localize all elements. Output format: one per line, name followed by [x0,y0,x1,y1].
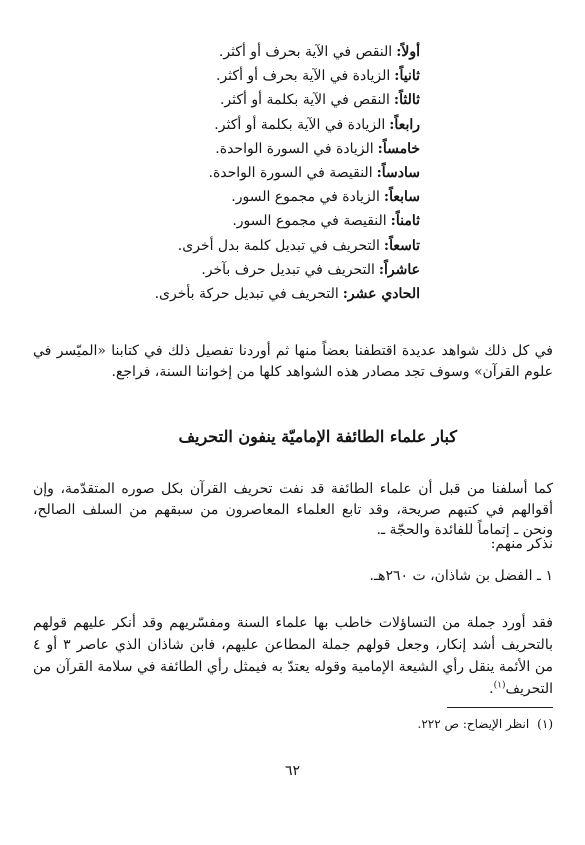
footnote [418,717,553,731]
list-item: تاسعاً:التحريف في تبديل كلمة بدل أخرى. [177,237,420,254]
footnote-divider [447,707,553,708]
list-item: الحادي عشر:التحريف في تبديل حركة بأخرى. [154,285,420,302]
list-item: ثالثاً:النقص في الآية بكلمة أو أكثر. [219,92,420,109]
intro-line: نذكر منهم: [490,536,553,552]
list-item: ثامناً:النقيصة في مجموع السور. [232,213,420,230]
footnote-mark: (١) [537,717,553,731]
list-item: أولاً:النقص في الآية بحرف أو أكثر. [218,44,420,60]
section-heading: كبار علماء الطائفة الإماميّة ينفون التحريف [178,427,457,446]
list-item: رابعاً:الزيادة في الآية بكلمة أو أكثر. [214,116,420,133]
paragraph-end: . [489,681,494,697]
body-paragraph: في كل ذلك شواهد عديدة اقتطفنا بعضاً منها ثم أوردنا تفصيل ذلك في كتابنا «الميّسر في علوم القرآن» وسوف تجد مصادر هذه الشواهد كلها من إخواننا السنة، فراجع. [33,343,553,380]
footnote-text: انظر الإيضاح: ص ٢٢٢. [417,717,530,731]
list-item: عاشراً:التحريف في تبديل حرف بآخر. [201,261,420,278]
footnote-reference: (١) [493,680,506,691]
distortion-types-list [154,40,420,306]
body-paragraph: كما أسلفنا من قبل أن علماء الطائفة قد نفت تحريف القرآن بكل صوره المتقدّمة، وإن أقوالهم في كتبهم صريحة، وقد تابع العلماء المعاصرون من سبقهم من السلف الصالح، ونحن ـ إتماماً للفائدة والحجّة ـ. [33,481,553,538]
paragraph-text: فقد أورد جملة من التساؤلات خاطب بها علماء السنة ومفسّريهم وقد أنكر عليهم قولهم بالتحريف أشد إنكار، وجعل قولهم جملة المطاعن عليهم، فابن شاذان الذي عاصر ٣ أو ٤ من الأئمة ينقل رأي الشيعة الإمامية وقوله يعتدّ به فيمثل رأي الطائفة في سلامة القرآن من التحريف [33,615,553,697]
body-paragraph [33,612,553,700]
list-item: ثانياً:الزيادة في الآية بحرف أو أكثر. [216,68,420,85]
list-item: خامساً:الزيادة في السورة الواحدة. [215,140,420,157]
list-item: سابعاً:الزيادة في مجموع السور. [231,189,420,206]
list-item: سادساً:النقيصة في السورة الواحدة. [208,164,420,181]
scholar-item: ١ ـ الفضل بن شاذان، ت ٢٦٠هـ. [369,568,553,584]
page-number: ٦٢ [284,763,301,779]
